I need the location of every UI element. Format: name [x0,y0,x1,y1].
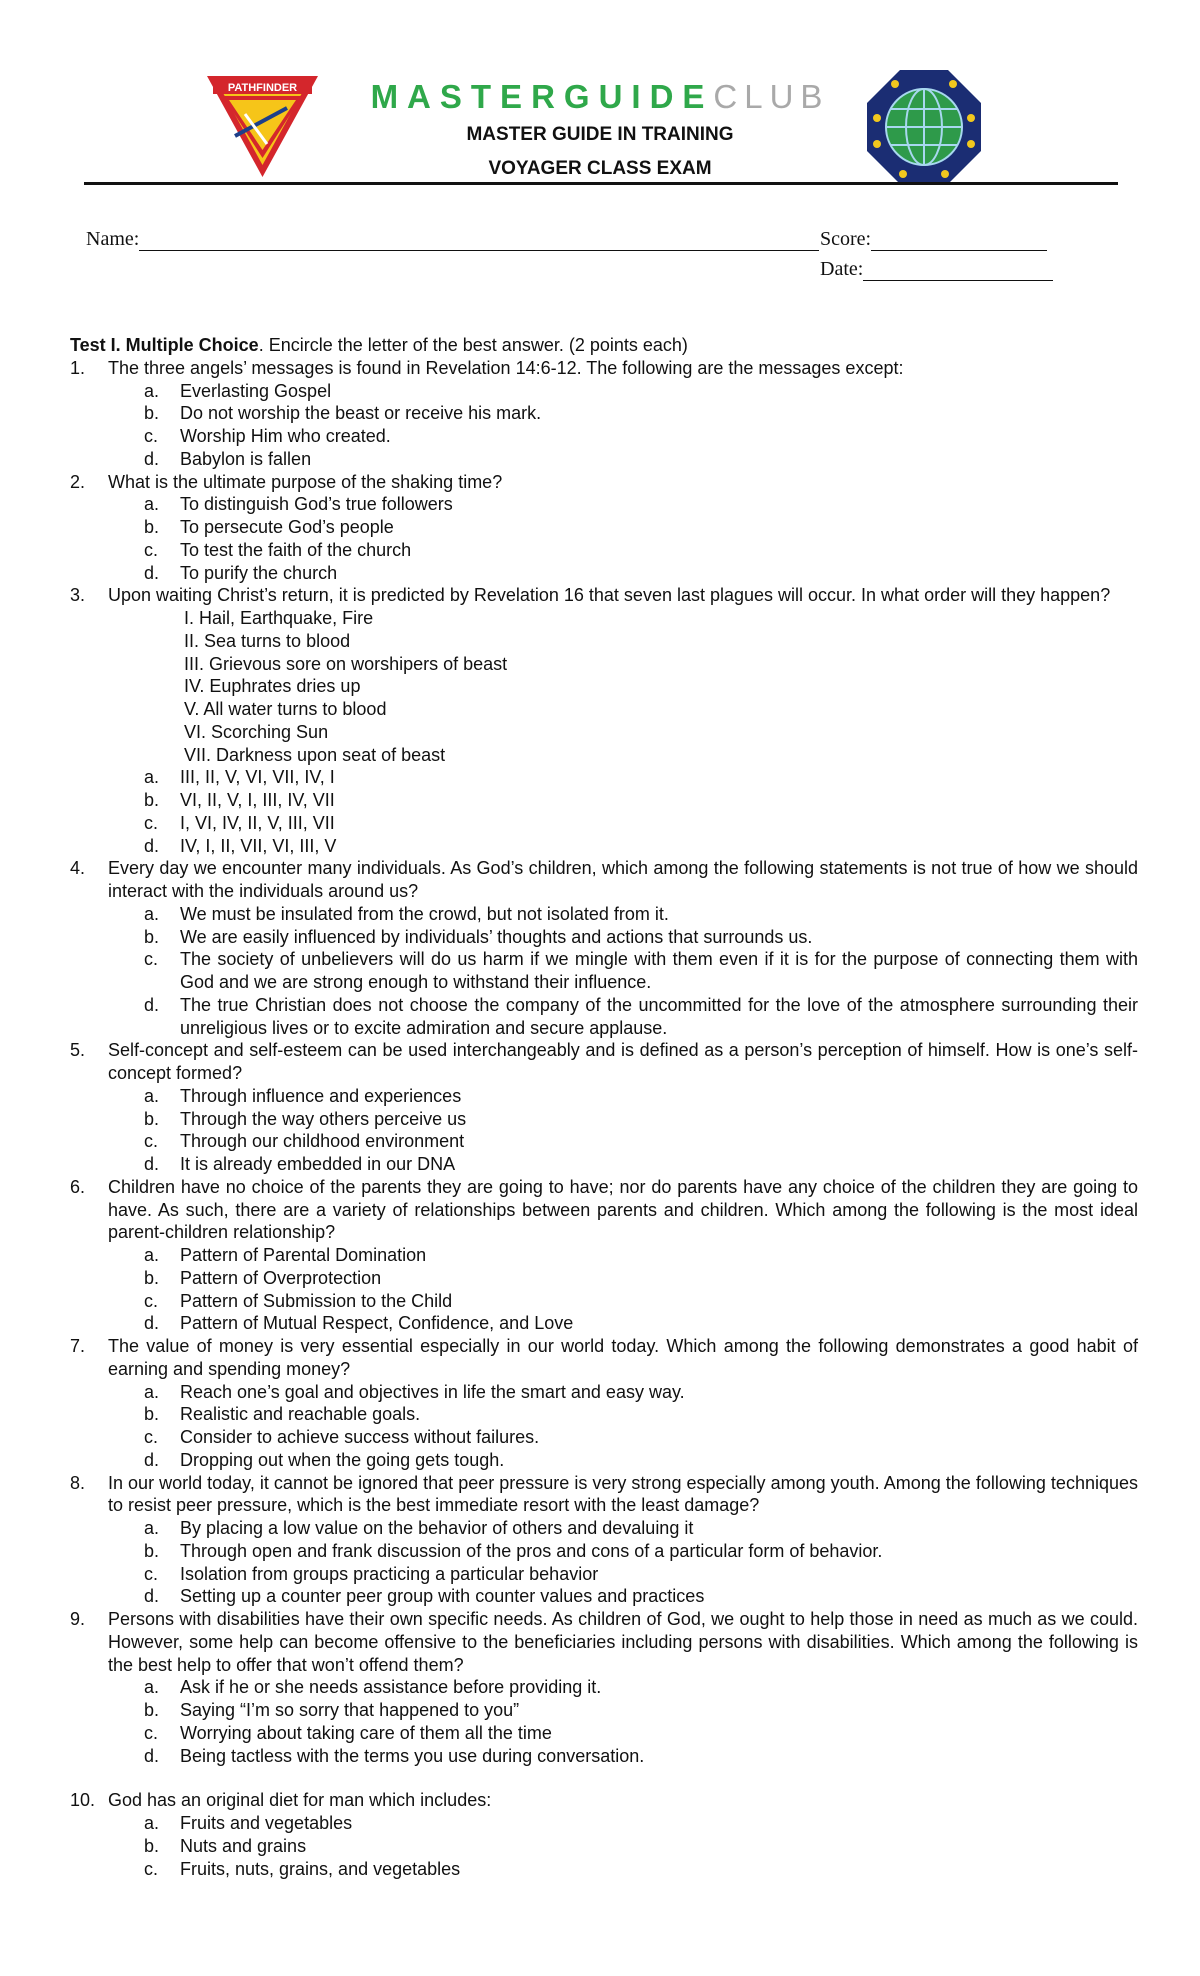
question-number: 3. [70,585,86,606]
option-text: Consider to achieve success without failures. [180,1427,540,1447]
option-text: Pattern of Overprotection [180,1267,382,1288]
question-item [70,1335,1138,1472]
option-letter[interactable]: b. [144,1700,160,1720]
question-text: Every day we encounter many individuals. As God’s children, which among the following statements is not true of how we should interact with the individuals around us? [108,858,1138,901]
test-heading-instructions: . Encircle the letter of the best answer. (2 points each) [258,335,688,355]
question-item [70,1789,1138,1880]
option-text: By placing a low value on the behavior of others and devaluing it [180,1518,694,1538]
answer-option[interactable] [70,1130,1138,1153]
question-number: 6. [70,1176,86,1197]
question-text: Children have no choice of the parents they are going to have; nor do parents have any choice of the children they are going to have. As such, there are a variety of relationships between parents and children. Which among the following is the most ideal parent-children relationship? [108,1176,1138,1243]
option-text: Worship Him who created. [180,426,391,446]
answer-option[interactable] [70,1108,1138,1131]
option-letter[interactable]: b. [144,1835,160,1856]
option-letter[interactable]: b. [144,790,160,810]
answer-option[interactable] [70,789,1138,812]
option-letter[interactable]: a. [144,1245,160,1265]
option-text: Everlasting Gospel [180,380,332,401]
answer-option[interactable] [70,948,1138,994]
answer-option[interactable] [70,1540,1138,1563]
option-text: Saying “I’m so sorry that happened to you” [180,1700,520,1720]
option-letter[interactable]: c. [144,949,159,970]
answer-option[interactable] [70,1858,1138,1881]
option-text: IV, I, II, VII, VI, III, V [180,835,337,856]
question-row [70,357,1138,380]
test-heading-bold: Test I. Multiple Choice [70,335,259,355]
question-text: Self-concept and self-esteem can be used interchangeably and is defined as a person’s perception of himself. How is one’s self-concept formed? [108,1040,1138,1083]
exam-title: VOYAGER CLASS EXAM [488,158,712,179]
option-text: The true Christian does not choose the company of the uncommitted for the love of the atmosphere surrounding their unreligious lives or to excite admiration and secure applause. [180,994,1138,1038]
answer-option[interactable] [70,1267,1138,1290]
test-heading [70,334,1138,357]
date-line[interactable] [863,260,1053,281]
answer-option[interactable] [70,1381,1138,1404]
option-text: Isolation from groups practicing a particular behavior [180,1563,599,1584]
answer-option[interactable] [70,1812,1138,1835]
question-item [70,1176,1138,1335]
option-text: Being tactless with the terms you use during conversation. [180,1745,645,1766]
question-row [70,857,1138,903]
question-item [70,1039,1138,1176]
date-label: Date: [820,258,864,280]
option-letter[interactable]: d. [144,994,160,1015]
question-row [70,1176,1138,1244]
option-text: Pattern of Parental Domination [180,1245,427,1265]
answer-option[interactable] [70,1563,1138,1586]
answer-option[interactable] [70,516,1138,539]
option-text: The society of unbelievers will do us harm if we mingle with them even if it is for the purpose of connecting them with God and we are strong enough to withstand their influence. [180,949,1138,992]
answer-option[interactable] [70,903,1138,926]
option-text: Pattern of Submission to the Child [180,1290,453,1311]
option-letter[interactable]: c. [144,426,159,446]
option-letter[interactable]: d. [144,835,160,856]
option-letter[interactable]: c. [144,1131,159,1152]
plague-list-item: V. All water turns to blood [184,699,387,719]
question-number: 2. [70,471,86,492]
option-text: Nuts and grains [180,1835,307,1856]
option-letter[interactable]: b. [144,517,160,537]
test-content [70,334,1138,1880]
answer-option[interactable] [70,1290,1138,1313]
answer-option[interactable] [70,994,1138,1040]
option-letter[interactable]: d. [144,562,160,583]
question-item [70,584,1138,857]
answer-option[interactable] [70,1085,1138,1108]
option-letter[interactable]: a. [144,380,160,401]
answer-option[interactable] [70,926,1138,949]
option-text: Realistic and reachable goals. [180,1404,421,1425]
option-text: Through our childhood environment [180,1131,465,1152]
option-letter[interactable]: c. [144,1722,159,1743]
question-number: 10. [70,1790,96,1811]
option-letter[interactable]: a. [144,1085,160,1106]
club-brand [0,78,1200,116]
option-letter[interactable]: a. [144,903,160,924]
plague-list-item: VI. Scorching Sun [184,721,329,742]
question-list [70,357,1138,1881]
answer-option[interactable] [70,380,1138,403]
answer-option[interactable] [70,539,1138,562]
option-letter[interactable]: d. [144,1449,160,1470]
header-rule [84,182,1118,185]
option-letter[interactable]: c. [144,1290,159,1311]
plague-list-item: III. Grievous sore on worshipers of beast [184,653,508,674]
brand-tail: CLUB [713,78,830,115]
master-guide-emblem [865,68,983,186]
question-item [70,471,1138,585]
option-letter[interactable]: d. [144,1313,160,1334]
question-row [70,584,1138,607]
answer-option[interactable] [70,1745,1138,1768]
date-field[interactable] [820,258,1053,281]
question-row [70,1472,1138,1518]
option-text: Fruits and vegetables [180,1813,353,1833]
option-letter[interactable]: d. [144,1154,160,1174]
option-letter[interactable]: b. [144,1540,160,1561]
answer-option[interactable] [70,835,1138,858]
option-text: Dropping out when the going gets tough. [180,1449,505,1470]
name-label: Name: [86,228,140,250]
score-field[interactable] [820,228,1047,251]
option-letter[interactable]: c. [144,1563,159,1584]
question-text: Upon waiting Christ’s return, it is predicted by Revelation 16 that seven last plagues will occur. In what order will they happen? [108,585,1111,606]
answer-option[interactable] [70,402,1138,425]
score-label: Score: [820,228,872,250]
option-letter[interactable]: b. [144,926,160,947]
question-item [70,357,1138,471]
question-text: God has an original diet for man which includes: [108,1790,492,1811]
option-text: It is already embedded in our DNA [180,1154,456,1174]
option-text: We must be insulated from the crowd, but not isolated from it. [180,903,669,924]
question-item [70,1608,1138,1767]
answer-option[interactable] [70,766,1138,789]
question-text: Persons with disabilities have their own specific needs. As children of God, we ought to help those in need as much as we could. However, some help can become offensive to the beneficiaries including persons with disabilities. Which among the following is the best help to offer that won’t offend them? [108,1609,1138,1675]
option-text: Babylon is fallen [180,448,312,469]
name-line[interactable] [139,230,819,251]
option-letter[interactable]: d. [144,1745,160,1766]
plague-list-item: VII. Darkness upon seat of beast [184,744,446,765]
option-letter[interactable]: c. [144,812,159,833]
option-text: Through open and frank discussion of the pros and cons of a particular form of behavior. [180,1540,883,1561]
option-text: Do not worship the beast or receive his mark. [180,403,542,424]
answer-option[interactable] [70,1449,1138,1472]
option-letter[interactable]: b. [144,1267,160,1288]
option-letter[interactable]: d. [144,1586,160,1607]
option-letter[interactable]: a. [144,1677,160,1698]
option-text: To test the faith of the church [180,539,412,560]
answer-option[interactable] [70,562,1138,585]
logo-text: PATHFINDER [227,82,298,94]
plague-list-item: II. Sea turns to blood [184,630,351,651]
question-row [70,471,1138,494]
option-letter[interactable]: b. [144,1404,160,1425]
option-text: Through influence and experiences [180,1085,462,1106]
option-letter[interactable]: b. [144,1108,160,1129]
option-letter[interactable]: c. [144,539,159,560]
question-item [70,857,1138,1039]
option-text: I, VI, IV, II, V, III, VII [180,812,335,833]
answer-option[interactable] [70,1153,1138,1176]
subtitle: MASTER GUIDE IN TRAINING [466,124,734,145]
option-text: To purify the church [180,562,338,583]
option-letter[interactable]: a. [144,494,160,515]
spacer [70,1767,1138,1789]
question-row [70,1335,1138,1381]
answer-option[interactable] [70,1244,1138,1267]
question-row [70,1039,1138,1085]
answer-option[interactable] [70,1312,1138,1335]
question-number: 4. [70,858,86,879]
answer-option[interactable] [70,1517,1138,1540]
answer-option[interactable] [70,1403,1138,1426]
option-text: Pattern of Mutual Respect, Confidence, and Love [180,1313,574,1334]
answer-option[interactable] [70,1699,1138,1722]
option-letter[interactable]: c. [144,1858,159,1879]
option-letter[interactable]: c. [144,1427,159,1447]
answer-option[interactable] [70,1426,1138,1449]
answer-option[interactable] [70,1722,1138,1745]
question-item [70,1472,1138,1609]
question-text: What is the ultimate purpose of the shaking time? [108,471,503,492]
option-text: III, II, V, VI, VII, IV, I [180,767,335,788]
answer-option[interactable] [70,448,1138,471]
option-text: Ask if he or she needs assistance before providing it. [180,1677,602,1698]
question-row [70,1608,1138,1676]
score-line[interactable] [871,230,1047,251]
option-letter[interactable]: a. [144,767,160,788]
plague-list-item: IV. Euphrates dries up [184,676,361,697]
option-text: Worrying about taking care of them all the time [180,1722,552,1743]
option-text: We are easily influenced by individuals’ thoughts and actions that surrounds us. [180,926,813,947]
question-number: 9. [70,1609,86,1629]
question-text: The value of money is very essential especially in our world today. Which among the following demonstrates a good habit of earning and spending money? [108,1336,1138,1379]
question-number: 8. [70,1472,86,1493]
question-text: The three angels’ messages is found in Revelation 14:6-12. The following are the messages except: [108,357,904,378]
option-letter[interactable]: a. [144,1381,160,1402]
plague-list-item: I. Hail, Earthquake, Fire [184,608,374,628]
option-text: To persecute God’s people [180,517,394,537]
option-letter[interactable]: a. [144,1518,160,1538]
option-text: Setting up a counter peer group with counter values and practices [180,1586,705,1607]
option-text: Reach one’s goal and objectives in life the smart and easy way. [180,1381,685,1402]
option-letter[interactable]: d. [144,448,160,469]
option-text: VI, II, V, I, III, IV, VII [180,790,335,810]
option-letter[interactable]: b. [144,403,160,424]
answer-option[interactable] [70,1676,1138,1699]
answer-option[interactable] [70,493,1138,516]
question-number: 5. [70,1040,86,1061]
question-row [70,1789,1138,1812]
answer-option[interactable] [70,425,1138,448]
option-text: Through the way others perceive us [180,1108,467,1129]
option-text: To distinguish God’s true followers [180,494,453,515]
question-number: 7. [70,1336,86,1356]
question-text: In our world today, it cannot be ignored that peer pressure is very strong especially among youth. Among the following techniques to resist peer pressure, which is the best immediate resort with the least damage? [108,1472,1138,1516]
option-text: Fruits, nuts, grains, and vegetables [180,1858,461,1879]
option-letter[interactable]: a. [144,1813,160,1833]
answer-option[interactable] [70,1835,1138,1858]
name-field[interactable] [86,228,819,251]
question-number: 1. [70,357,86,378]
answer-option[interactable] [70,1585,1138,1608]
answer-option[interactable] [70,812,1138,835]
brand-main: MASTERGUIDE [370,78,714,115]
